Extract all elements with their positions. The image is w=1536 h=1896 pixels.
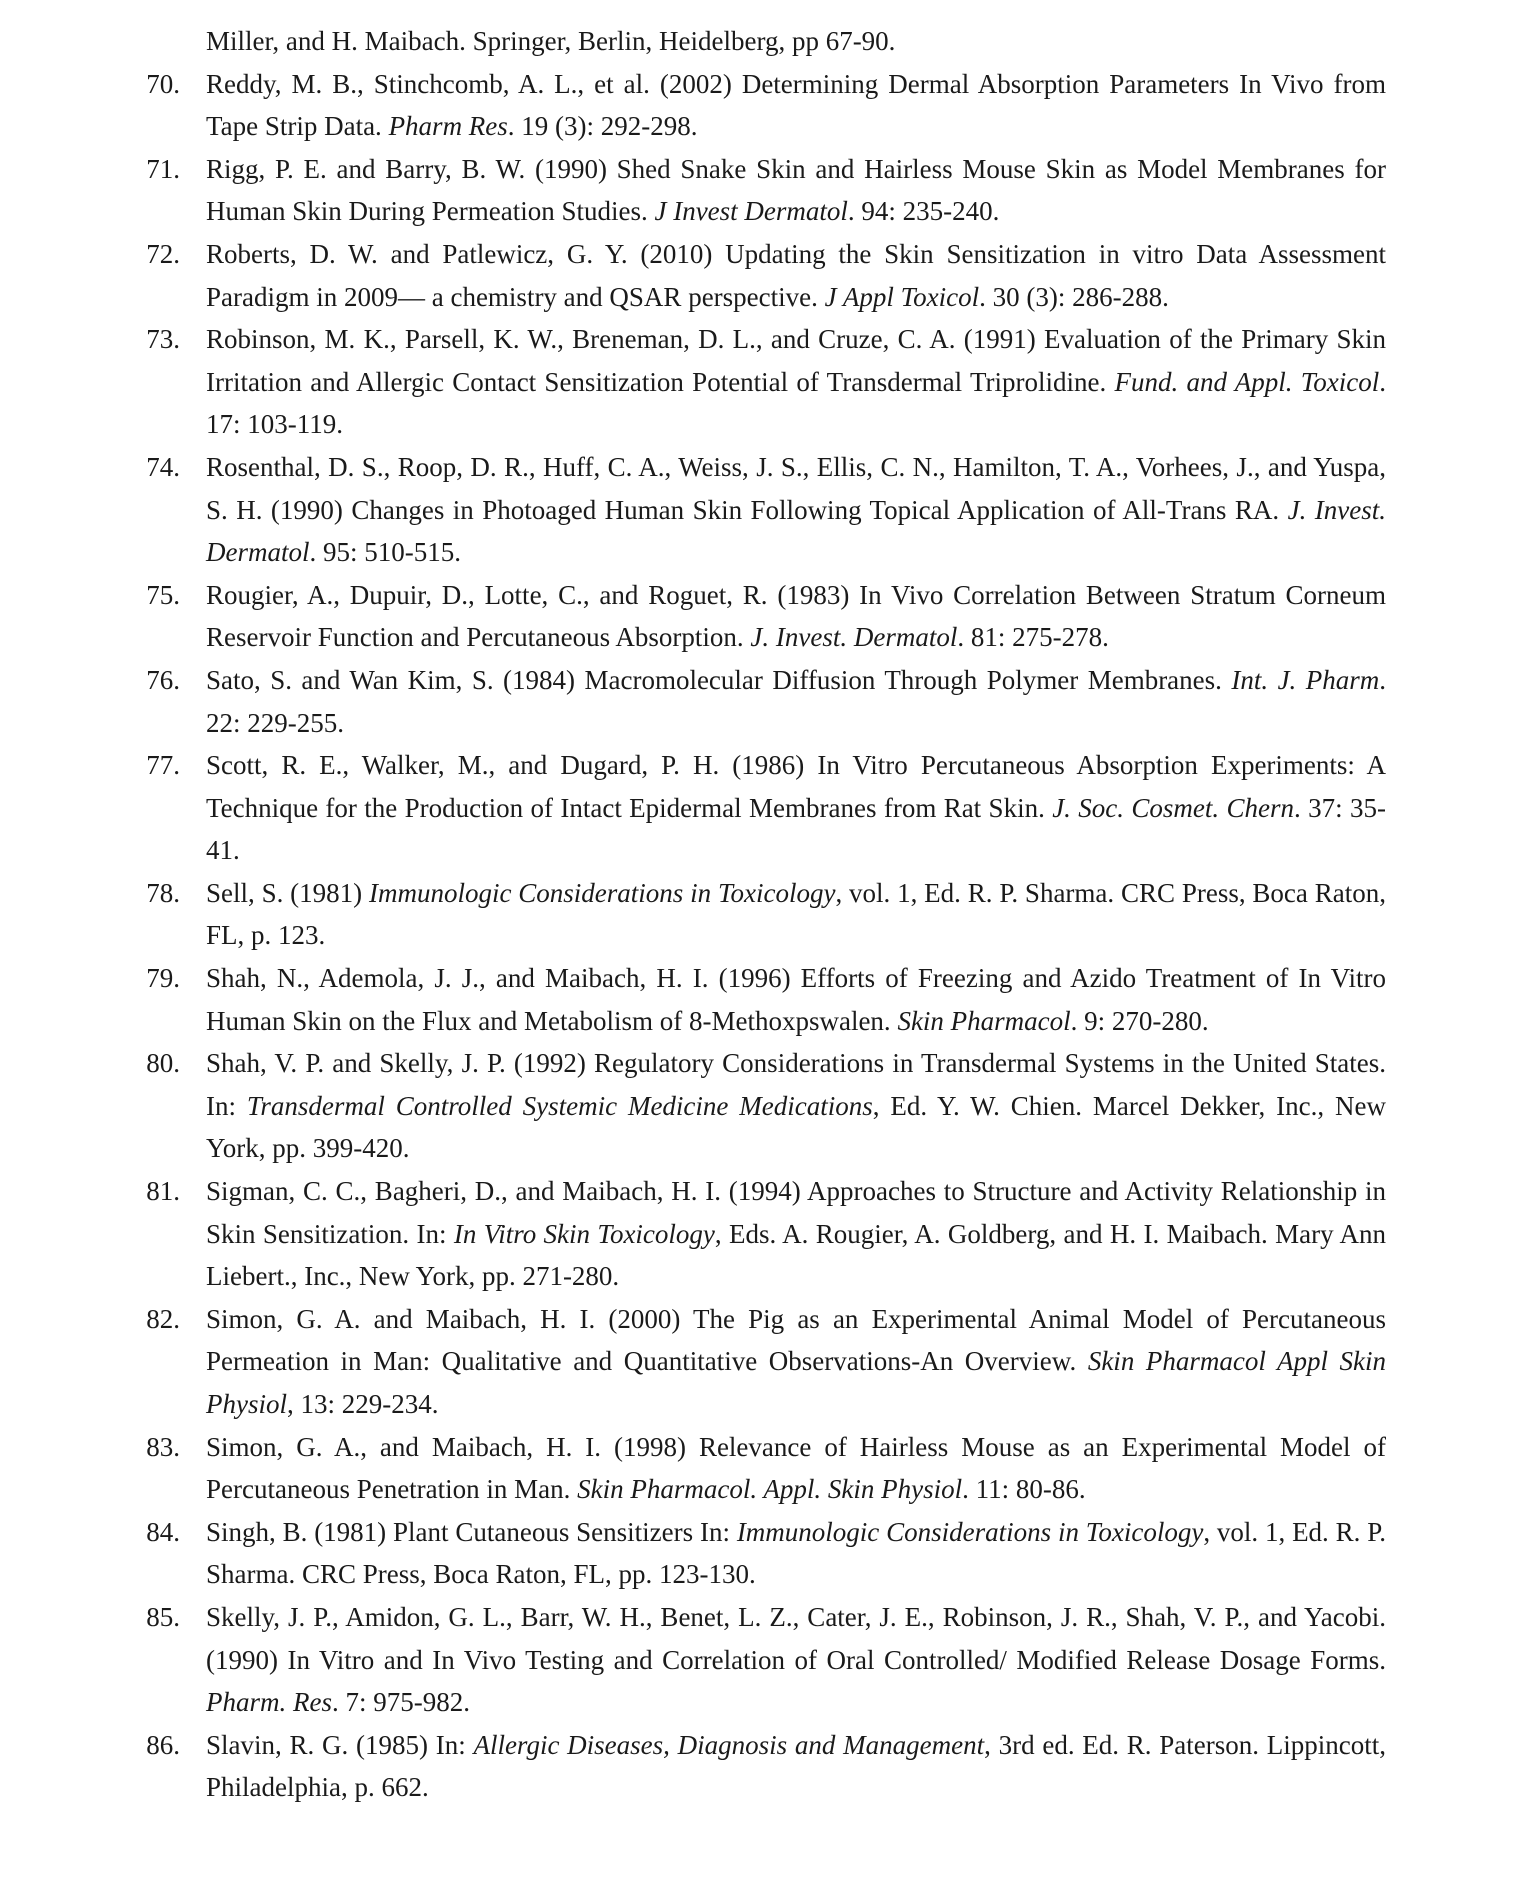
reference-text: [180, 1596, 1386, 1724]
citation-text: Skelly, J. P., Amidon, G. L., Barr, W. H., Benet, L. Z., Cater, J. E., Robinson, J. R., Shah, V. P., and Yacobi. (1990) In Vitro and In Vivo Testing and Correlation of Oral Controlled/ Modified Release Dosage Forms.: [206, 1601, 1386, 1675]
citation-text: . 19 (3): 292-298.: [507, 111, 698, 142]
reference-text: [180, 318, 1386, 446]
citation-text: Sell, S. (1981): [206, 877, 369, 908]
citation-text: Shah, N., Ademola, J. J., and Maibach, H. I. (1996) Efforts of Freezing and Azido Treatment of In Vitro Human Skin on the Flux and Metabolism of 8-Methoxpswalen.: [206, 963, 1386, 1036]
reference-number: 79.: [146, 963, 180, 994]
citation-text: . 7: 975-982.: [331, 1687, 470, 1718]
reference-number: 70.: [146, 68, 180, 99]
reference-text: [180, 148, 1386, 233]
reference-number: 77.: [146, 750, 180, 781]
citation-text: , vol. 1, Ed. R. P. Sharma. CRC Press, Boca Raton, FL, pp. 123-130.: [206, 1516, 1387, 1590]
reference-entry: [126, 744, 1386, 872]
citation-source: Allergic Diseases, Diagnosis and Management: [473, 1729, 985, 1760]
reference-text: [180, 1298, 1386, 1426]
citation-text: , Eds. A. Rougier, A. Goldberg, and H. I. Maibach. Mary Ann Liebert., Inc., New York, pp. 271-280.: [206, 1218, 1386, 1292]
citation-source: J. Soc. Cosmet. Chern: [1052, 792, 1295, 823]
reference-entry: [126, 1724, 1386, 1809]
citation-text: Sato, S. and Wan Kim, S. (1984) Macromolecular Diffusion Through Polymer Membranes.: [206, 664, 1232, 695]
reference-entry: [126, 446, 1386, 574]
reference-number: 82.: [146, 1303, 180, 1334]
citation-text: . 17: 103-119.: [206, 366, 1386, 440]
citation-text: Reddy, M. B., Stinchcomb, A. L., et al. (2002) Determining Dermal Absorption Parameters In Vivo from Tape Strip Data.: [206, 68, 1386, 142]
reference-number: 75.: [146, 579, 180, 610]
reference-text: [180, 1724, 1386, 1809]
reference-number: 85.: [146, 1601, 180, 1632]
reference-entry: [126, 63, 1386, 148]
reference-number: 81.: [146, 1176, 180, 1207]
reference-continuation: [126, 20, 1386, 63]
citation-text: Simon, G. A., and Maibach, H. I. (1998) Relevance of Hairless Mouse as an Experimental Model of Percutaneous Penetration in Man.: [206, 1431, 1386, 1505]
citation-text: . 94: 235-240.: [847, 196, 1000, 227]
citation-text: Simon, G. A. and Maibach, H. I. (2000) The Pig as an Experimental Animal Model of Percutaneous Permeation in Man: Qualitative and Quantitative Observations-An Overview.: [206, 1303, 1386, 1377]
reference-entry: [126, 1298, 1386, 1426]
reference-text: [180, 446, 1386, 574]
citation-text: Miller, and H. Maibach. Springer, Berlin, Heidelberg, pp 67-90.: [206, 26, 896, 56]
reference-entry: [126, 148, 1386, 233]
citation-source: Skin Pharmacol Appl Skin Physiol: [206, 1346, 1386, 1419]
reference-number: 72.: [146, 238, 180, 269]
reference-entry: [126, 659, 1386, 744]
citation-source: In Vitro Skin Toxicology: [453, 1218, 715, 1249]
reference-text: [180, 659, 1386, 744]
citation-source: Fund. and Appl. Toxicol: [1114, 366, 1380, 397]
reference-number: 84.: [146, 1516, 180, 1547]
citation-text: , 3rd ed. Ed. R. Paterson. Lippincott, Philadelphia, p. 662.: [206, 1729, 1386, 1803]
reference-text: [180, 1170, 1386, 1298]
reference-number: 80.: [146, 1048, 180, 1079]
reference-list: [126, 20, 1386, 1809]
reference-entry: [126, 957, 1386, 1042]
citation-text: Singh, B. (1981) Plant Cutaneous Sensitizers In:: [206, 1516, 737, 1547]
citation-text: , vol. 1, Ed. R. P. Sharma. CRC Press, Boca Raton, FL, p. 123.: [206, 877, 1386, 951]
citation-text: . 30 (3): 286-288.: [979, 281, 1169, 312]
citation-text: . 37: 35-41.: [206, 792, 1386, 866]
citation-source: Immunologic Considerations in Toxicology: [368, 877, 836, 908]
citation-text: Slavin, R. G. (1985) In:: [206, 1729, 474, 1760]
citation-text: Rosenthal, D. S., Roop, D. R., Huff, C. A., Weiss, J. S., Ellis, C. N., Hamilton, T. A., Vorhees, J., and Yuspa, S. H. (1990) Changes in Photoaged Human Skin Following Topical Application of All-Trans RA.: [206, 451, 1386, 525]
reference-number: 71.: [146, 153, 180, 184]
citation-text: , Ed. Y. W. Chien. Marcel Dekker, Inc., New York, pp. 399-420.: [206, 1090, 1386, 1164]
citation-text: Roberts, D. W. and Patlewicz, G. Y. (2010) Updating the Skin Sensitization in vitro Data Assessment Paradigm in 2009— a chemistry and QSAR perspective.: [206, 238, 1386, 312]
reference-number: 83.: [146, 1431, 180, 1462]
citation-source: J Invest Dermatol: [654, 196, 848, 227]
citation-text: . 11: 80-86.: [962, 1474, 1086, 1505]
citation-text: Scott, R. E., Walker, M., and Dugard, P. H. (1986) In Vitro Percutaneous Absorption Experiments: A Technique for the Production of Intact Epidermal Membranes from Rat Skin.: [206, 750, 1386, 823]
citation-source: J. Invest. Dermatol: [206, 494, 1387, 568]
reference-entry: [126, 872, 1386, 957]
reference-text: [180, 872, 1386, 957]
citation-text: . 95: 510-515.: [309, 537, 461, 568]
reference-entry: [126, 1596, 1386, 1724]
reference-number: 74.: [146, 451, 180, 482]
reference-text: [180, 1042, 1386, 1170]
reference-number: 86.: [146, 1729, 180, 1760]
reference-text: [180, 1511, 1386, 1596]
citation-source: Skin Pharmacol. Appl. Skin Physiol: [577, 1474, 963, 1505]
reference-number: 76.: [146, 664, 180, 695]
citation-text: . 81: 275-278.: [957, 622, 1109, 653]
citation-source: J Appl Toxicol: [824, 281, 980, 312]
reference-entry: [126, 574, 1386, 659]
reference-number: 73.: [146, 324, 180, 355]
reference-entry: [126, 1426, 1386, 1511]
reference-text: [180, 233, 1386, 318]
citation-source: Transdermal Controlled Systemic Medicine Medications: [246, 1090, 873, 1121]
reference-text: [180, 63, 1386, 148]
citation-text: Sigman, C. C., Bagheri, D., and Maibach, H. I. (1994) Approaches to Structure and Activity Relationship in Skin Sensitization. In:: [206, 1176, 1386, 1249]
citation-text: . 9: 270-280.: [1070, 1005, 1209, 1036]
reference-entry: [126, 1170, 1386, 1298]
reference-text: [180, 20, 1386, 63]
citation-text: Rigg, P. E. and Barry, B. W. (1990) Shed Snake Skin and Hairless Mouse Skin as Model Membranes for Human Skin During Permeation Studies.: [206, 153, 1386, 227]
citation-text: . 22: 229-255.: [206, 664, 1387, 738]
citation-text: , 13: 229-234.: [287, 1389, 439, 1419]
reference-entry: [126, 1511, 1386, 1596]
reference-number: 78.: [146, 877, 180, 908]
citation-source: Pharm. Res: [206, 1687, 332, 1718]
citation-source: Int. J. Pharm: [1231, 664, 1380, 695]
citation-text: Shah, V. P. and Skelly, J. P. (1992) Regulatory Considerations in Transdermal Systems in the United States. In:: [206, 1048, 1386, 1121]
citation-source: Immunologic Considerations in Toxicology: [736, 1516, 1204, 1547]
citation-text: Rougier, A., Dupuir, D., Lotte, C., and Roguet, R. (1983) In Vivo Correlation Between Stratum Corneum Reservoir Function and Percutaneous Absorption.: [206, 579, 1386, 653]
citation-text: Robinson, M. K., Parsell, K. W., Breneman, D. L., and Cruze, C. A. (1991) Evaluation of the Primary Skin Irritation and Allergic Contact Sensitization Potential of Transdermal Triprolidine.: [206, 324, 1386, 397]
citation-source: Skin Pharmacol: [897, 1005, 1071, 1036]
reference-entry: [126, 233, 1386, 318]
citation-source: Pharm Res: [388, 111, 508, 142]
reference-text: [180, 1426, 1386, 1511]
reference-entry: [126, 318, 1386, 446]
reference-text: [180, 957, 1386, 1042]
reference-entry: [126, 1042, 1386, 1170]
reference-text: [180, 574, 1386, 659]
citation-source: J. Invest. Dermatol: [750, 622, 958, 653]
reference-text: [180, 744, 1386, 872]
